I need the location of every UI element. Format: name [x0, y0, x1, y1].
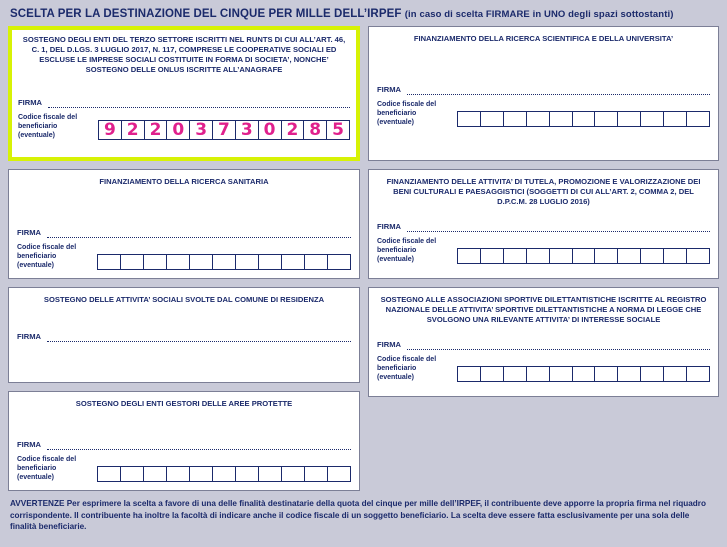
signature-line[interactable] [407, 221, 710, 232]
box-title: SOSTEGNO DEGLI ENTI GESTORI DELLE AREE PROTETTE [75, 399, 293, 408]
signature-line[interactable] [407, 84, 710, 95]
fiscal-code-label: Codice fiscale del beneficiario (eventuale) [377, 238, 437, 263]
cf-cell[interactable] [282, 255, 305, 269]
cf-cell[interactable] [305, 467, 328, 481]
fiscal-code-input[interactable] [457, 111, 710, 127]
cf-cell[interactable] [595, 367, 618, 381]
cf-cell[interactable] [550, 112, 573, 126]
cf-cell[interactable] [190, 255, 213, 269]
box-ricerca-scientifica[interactable] [368, 26, 719, 161]
cf-cell[interactable] [282, 467, 305, 481]
cf-cell[interactable] [618, 249, 641, 263]
cf-cell[interactable] [641, 112, 664, 126]
fiscal-code-row[interactable] [17, 456, 351, 482]
signature-line[interactable] [48, 97, 350, 108]
fiscal-code-input[interactable] [98, 120, 350, 140]
fiscal-code-input[interactable] [97, 466, 351, 482]
cf-cell[interactable] [573, 112, 596, 126]
box-associazioni-sportive[interactable] [368, 287, 719, 397]
signature-label: FIRMA [377, 340, 402, 350]
footer-text: Per esprimere la scelta a favore di una delle finalità destinatarie della quota del cinque per mille dell’IRPEF, il contribuente deve apporre la propria firma nel riquadro corrispondente. Il contribuente ha inoltre la facoltà di indicare anche il codice fiscale di un soggetto beneficiario. La scelta deve essere fatta esclusivamente per una sola delle finalità beneficiarie. [10, 499, 706, 532]
fiscal-code-row[interactable] [17, 244, 351, 270]
page-title-text: SCELTA PER LA DESTINAZIONE DEL CINQUE PER MILLE DELL’IRPEF [10, 8, 402, 20]
cf-cell[interactable] [213, 467, 236, 481]
cf-cell[interactable] [504, 112, 527, 126]
right-column [368, 26, 719, 491]
box-title: FINANZIAMENTO DELLA RICERCA SANITARIA [99, 177, 269, 186]
cf-cell[interactable]: 3 [190, 121, 213, 139]
fiscal-code-label: Codice fiscale del beneficiario (eventuale) [377, 356, 437, 381]
box-attivita-sociali-comune[interactable] [8, 287, 360, 383]
page-title-note: (in caso di scelta FIRMARE in UNO degli spazi sottostanti) [404, 9, 674, 20]
signature-line[interactable] [407, 339, 710, 350]
cf-cell[interactable] [458, 112, 481, 126]
fiscal-code-row[interactable] [18, 114, 350, 140]
fiscal-code-input[interactable] [457, 248, 710, 264]
cf-cell[interactable] [573, 367, 596, 381]
signature-label: FIRMA [18, 98, 43, 108]
cf-cell[interactable] [236, 467, 259, 481]
cf-cell[interactable] [664, 367, 687, 381]
signature-line[interactable] [47, 227, 351, 238]
cf-cell[interactable]: 8 [304, 121, 327, 139]
cf-cell[interactable] [98, 467, 121, 481]
cf-cell[interactable] [618, 112, 641, 126]
signature-row[interactable] [17, 227, 351, 238]
signature-row[interactable] [377, 221, 710, 232]
cf-cell[interactable] [121, 255, 144, 269]
signature-line[interactable] [47, 439, 351, 450]
page-title [10, 8, 719, 20]
footer-label: AVVERTENZE [10, 499, 65, 508]
cf-cell[interactable] [144, 467, 167, 481]
cf-cell[interactable]: 2 [145, 121, 168, 139]
cf-cell[interactable] [687, 367, 709, 381]
signature-row[interactable] [17, 439, 351, 450]
cf-cell[interactable] [550, 249, 573, 263]
cf-cell[interactable] [527, 249, 550, 263]
signature-row[interactable] [377, 339, 710, 350]
cf-cell[interactable] [527, 367, 550, 381]
cf-cell[interactable] [573, 249, 596, 263]
signature-row[interactable] [17, 331, 351, 342]
cf-cell[interactable] [305, 255, 328, 269]
box-ricerca-sanitaria[interactable] [8, 169, 360, 279]
cf-cell[interactable] [504, 367, 527, 381]
cf-cell[interactable] [527, 112, 550, 126]
cf-cell[interactable] [481, 112, 504, 126]
fiscal-code-row[interactable] [377, 356, 710, 382]
fiscal-code-label: Codice fiscale del beneficiario (eventuale) [18, 114, 78, 139]
cf-cell[interactable]: 5 [332, 120, 344, 141]
box-aree-protette[interactable] [8, 391, 360, 491]
fiscal-code-label: Codice fiscale del beneficiario (eventuale) [17, 456, 77, 481]
cf-cell[interactable] [458, 249, 481, 263]
box-title: FINANZIAMENTO DELLA RICERCA SCIENTIFICA E DELLA UNIVERSITA’ [413, 34, 674, 43]
signature-label: FIRMA [17, 440, 42, 450]
fiscal-code-row[interactable] [377, 238, 710, 264]
cf-cell[interactable]: 2 [122, 121, 145, 139]
cf-cell[interactable] [458, 367, 481, 381]
cf-cell[interactable] [595, 112, 618, 126]
cf-cell[interactable] [641, 249, 664, 263]
cf-cell[interactable] [213, 255, 236, 269]
cf-cell[interactable] [144, 255, 167, 269]
cf-cell[interactable] [190, 467, 213, 481]
fiscal-code-input[interactable] [97, 254, 351, 270]
fiscal-code-row[interactable] [377, 101, 710, 127]
fiscal-code-input[interactable] [457, 366, 710, 382]
cf-cell[interactable] [328, 467, 350, 481]
cf-cell[interactable] [504, 249, 527, 263]
cf-cell[interactable]: 3 [236, 121, 259, 139]
footer-notice [8, 498, 719, 533]
cf-cell[interactable] [481, 249, 504, 263]
cf-cell[interactable]: 9 [99, 121, 122, 139]
cf-cell[interactable] [259, 255, 282, 269]
fiscal-code-label: Codice fiscale del beneficiario (eventuale) [377, 101, 437, 126]
box-title: FINANZIAMENTO DELLE ATTIVITA’ DI TUTELA, PROMOZIONE E VALORIZZAZIONE DEI BENI CULTURALI E PAESAGGISTICI (SOGGETTI DI CUI ALL’ART. 2, COMMA 2, DEL D.P.C.M. 28 LUGLIO 2016) [386, 177, 701, 207]
cf-cell[interactable]: 0 [167, 121, 190, 139]
cf-cell[interactable] [618, 367, 641, 381]
fiscal-code-label: Codice fiscale del beneficiario (eventuale) [17, 244, 77, 269]
cf-cell[interactable] [236, 255, 259, 269]
left-column [8, 26, 360, 491]
cf-cell[interactable] [687, 112, 709, 126]
signature-line[interactable] [47, 331, 351, 342]
box-title: SOSTEGNO ALLE ASSOCIAZIONI SPORTIVE DILETTANTISTICHE ISCRITTE AL REGISTRO NAZIONALE DELLE ATTIVITA’ SPORTIVE DILETTANTISTICHE A NORMA DI LEGGE CHE SVOLGONO UNA RILEVANTE ATTIVITA’ DI INTERESSE SOCIALE [380, 295, 707, 325]
cf-cell[interactable] [121, 467, 144, 481]
signature-row[interactable] [377, 84, 710, 95]
box-title: SOSTEGNO DELLE ATTIVITA’ SOCIALI SVOLTE DAL COMUNE DI RESIDENZA [43, 295, 325, 304]
cf-cell[interactable] [687, 249, 709, 263]
cf-cell[interactable] [664, 112, 687, 126]
cf-cell[interactable]: 0 [259, 121, 282, 139]
cf-cell[interactable] [481, 367, 504, 381]
signature-label: FIRMA [17, 332, 42, 342]
cf-cell[interactable] [98, 255, 121, 269]
cf-cell[interactable] [664, 249, 687, 263]
signature-label: FIRMA [377, 85, 402, 95]
cf-cell[interactable] [167, 255, 190, 269]
signature-row[interactable] [18, 97, 350, 108]
box-title: SOSTEGNO DEGLI ENTI DEL TERZO SETTORE ISCRITTI NEL RUNTS DI CUI ALL’ART. 46, C. 1, DEL D.LGS. 3 LUGLIO 2017, N. 117, COMPRESE LE COOPERATIVE SOCIALI ED ESCLUSE LE IMPRESE SOCIALI COSTITUITE IN FORMA DI SOCIETA’, NONCHE’ SOSTEGNO DELLE ONLUS ISCRITTE ALL’ANAGRAFE [22, 35, 346, 75]
box-beni-culturali[interactable] [368, 169, 719, 279]
signature-label: FIRMA [377, 222, 402, 232]
boxes-grid [8, 26, 719, 491]
signature-label: FIRMA [17, 228, 42, 238]
cf-cell[interactable]: 2 [282, 121, 305, 139]
cf-cell[interactable] [550, 367, 573, 381]
cf-cell[interactable] [641, 367, 664, 381]
box-terzo-settore[interactable] [8, 26, 360, 161]
cf-cell[interactable] [595, 249, 618, 263]
cf-cell[interactable] [167, 467, 190, 481]
cf-cell[interactable] [259, 467, 282, 481]
cf-cell[interactable] [328, 255, 350, 269]
cf-cell[interactable]: 7 [213, 121, 236, 139]
